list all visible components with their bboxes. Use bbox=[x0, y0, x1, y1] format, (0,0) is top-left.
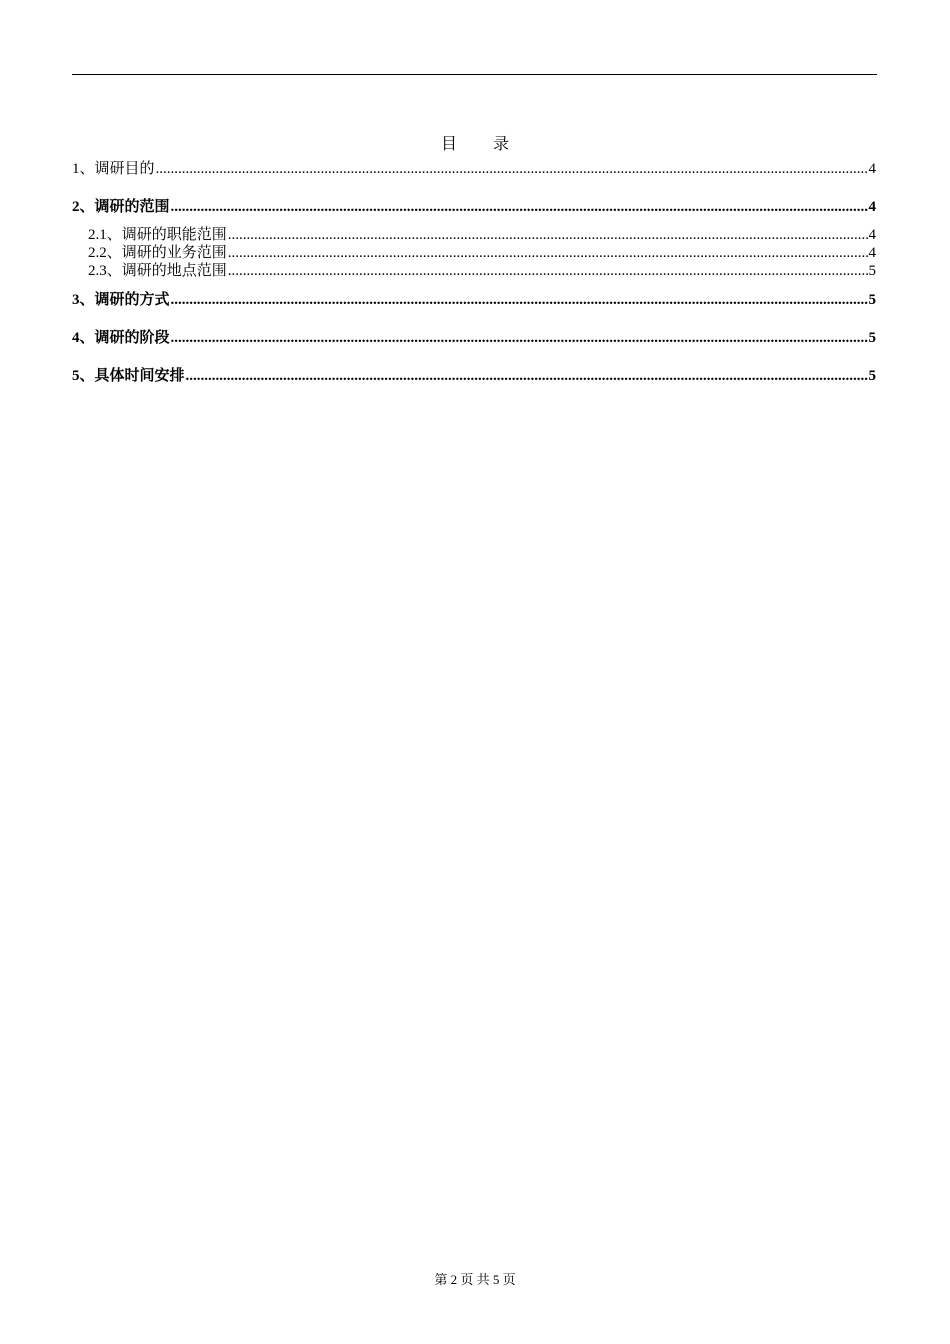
toc-entry-page: 4 bbox=[868, 161, 876, 177]
header-rule bbox=[72, 74, 877, 75]
toc-entry-4[interactable] bbox=[72, 329, 876, 347]
toc-leader-dots bbox=[228, 226, 868, 244]
toc-entry-2-3[interactable] bbox=[88, 262, 876, 280]
toc-entry-page: 4 bbox=[868, 245, 876, 261]
toc-title: 目 录 bbox=[440, 136, 525, 153]
toc-entry-page: 5 bbox=[868, 292, 876, 308]
toc-leader-dots bbox=[228, 244, 868, 262]
toc-entry-2[interactable] bbox=[72, 198, 876, 216]
toc-entry-2-2[interactable] bbox=[88, 244, 876, 262]
toc-entry-1[interactable] bbox=[72, 160, 876, 178]
toc-entry-2-1[interactable] bbox=[88, 226, 876, 244]
toc-entry-page: 5 bbox=[868, 330, 876, 346]
toc-leader-dots bbox=[171, 329, 868, 347]
toc-entry-label: 3、调研的方式 bbox=[72, 292, 170, 308]
toc-leader-dots bbox=[171, 198, 868, 216]
toc-leader-dots bbox=[171, 291, 868, 309]
toc-leader-dots bbox=[186, 367, 868, 385]
toc-entry-label: 4、调研的阶段 bbox=[72, 330, 170, 346]
toc-leader-dots bbox=[156, 160, 868, 178]
toc-entry-page: 4 bbox=[868, 199, 876, 215]
toc-leader-dots bbox=[228, 262, 868, 280]
toc-entry-3[interactable] bbox=[72, 291, 876, 309]
toc-entry-label: 2、调研的范围 bbox=[72, 199, 170, 215]
toc-entry-label: 5、具体时间安排 bbox=[72, 368, 185, 384]
toc-entry-page: 5 bbox=[868, 368, 876, 384]
toc-entry-5[interactable] bbox=[72, 367, 876, 385]
toc-entry-label: 1、调研目的 bbox=[72, 161, 155, 177]
toc-entry-page: 5 bbox=[868, 263, 876, 279]
toc-entry-label: 2.1、调研的职能范围 bbox=[88, 227, 227, 243]
toc-entry-label: 2.2、调研的业务范围 bbox=[88, 245, 227, 261]
toc-entry-page: 4 bbox=[868, 227, 876, 243]
page-footer: 第 2 页 共 5 页 bbox=[434, 1272, 516, 1287]
toc-entry-label: 2.3、调研的地点范围 bbox=[88, 263, 227, 279]
